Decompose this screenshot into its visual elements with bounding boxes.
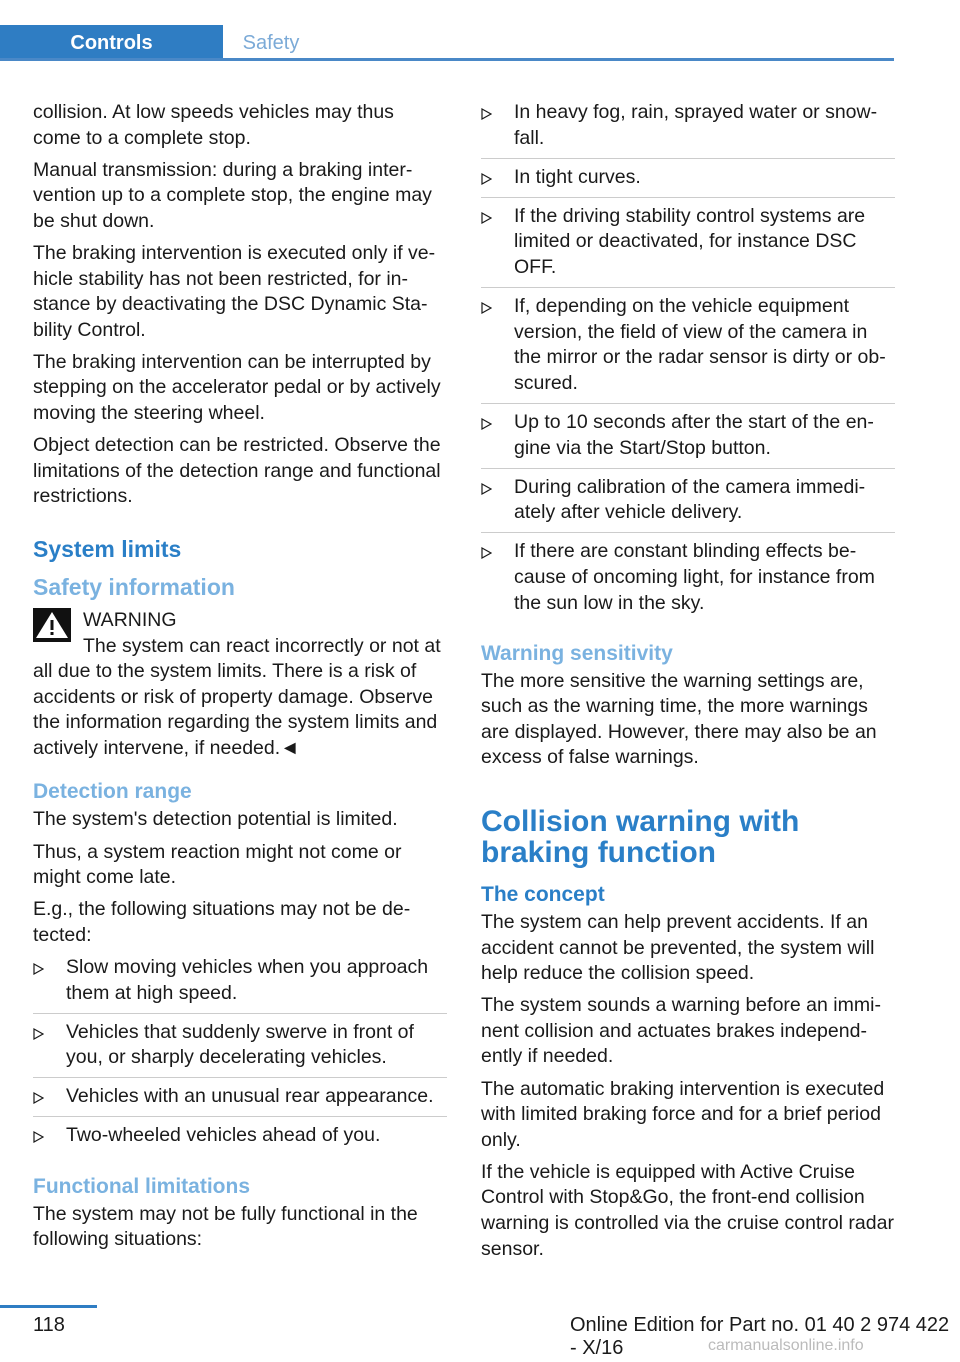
list-item [481,165,895,198]
paragraph: The automatic braking intervention is executed with limited braking force and for a brief period only. [481,1077,885,1151]
tab-safety[interactable]: Safety [223,25,319,61]
list-item [481,539,895,622]
list-item [481,410,895,469]
list-item-text: In heavy fog, rain, sprayed water or snowfall. [514,101,878,149]
heading-system-limits: System limits [33,535,182,562]
limitations-list [481,100,895,623]
list-item-text: In tight curves. [514,165,641,188]
heading-the-concept: The concept [481,882,605,906]
heading-detection-range: Detection range [33,780,192,804]
warning-triangle-icon [33,608,71,642]
heading-functional-limitations: Functional limitations [33,1174,251,1198]
chapter-tabs [0,25,894,61]
bullet-triangle-icon [33,1131,44,1143]
list-item-text: Up to 10 seconds after the start of the engine via the Start/Stop button. [514,410,874,459]
bullet-triangle-icon [33,1028,44,1040]
paragraph: The more sensitive the warning settings are, such as the warning time, the more warnings are displayed. However, there may also be an excess of false warnings. [481,669,877,769]
tab-underline [0,58,894,61]
paragraph: The braking intervention can be interrupted by stepping on the accelerator pedal or by actively moving the steering wheel. [33,350,441,425]
warning-title: WARNING [83,608,177,631]
bullet-triangle-icon [481,212,492,224]
tab-controls[interactable]: Controls [0,25,223,61]
situations-list [33,955,447,1156]
paragraph: The system can help prevent accidents. If an accident cannot be prevented, the system will help reduce the collision speed. [481,910,875,985]
edition-note: Online Edition for Part no. 01 40 2 974 422 - X/16 [570,1314,950,1359]
paragraph: Thus, a system reaction might not come or might come late. [33,840,402,889]
left-column [33,100,447,1259]
list-item-text: If, depending on the vehicle equipment version, the field of view of the camera in the mirror or the radar sensor is dirty or obscured. [514,295,886,394]
list-item [481,294,895,404]
list-item [481,204,895,288]
paragraph: The system may not be fully functional in the following situations: [33,1202,418,1251]
bullet-triangle-icon [481,173,492,185]
heading-warning-sensitivity: Warning sensitivity [481,641,673,665]
paragraph: The braking intervention is executed only if vehicle stability has not been restricted, for instance by deactivating the DSC Dynamic Stability Control. [33,241,436,341]
bullet-triangle-icon [481,547,492,559]
list-item-text: If there are constant blinding effects because of oncoming light, for instance from the sun low in the sky. [514,540,875,614]
list-item [33,1123,447,1155]
paragraph: Manual transmission: during a braking intervention up to a complete stop, the engine may be shut down. [33,158,432,232]
footer-rule [0,1305,97,1308]
page-number: 118 [33,1314,65,1336]
list-item [33,955,447,1014]
heading-safety-information: Safety information [33,573,235,600]
list-item [481,100,895,159]
bullet-triangle-icon [481,483,492,495]
paragraph: collision. At low speeds vehicles may thus come to a complete stop. [33,101,394,149]
paragraph: E.g., the following situations may not be detected: [33,898,411,946]
warning-text: The system can react incorrectly or not at all due to the system limits. There is a risk of accidents or risk of property damage. Observe the information regarding the system limits and actively intervene, if needed.◄ [33,634,441,759]
paragraph: The system's detection potential is limited. [33,808,398,831]
list-item [33,1084,447,1117]
bullet-triangle-icon [33,963,44,975]
list-item [33,1020,447,1079]
heading-collision-warning: Collision warning with braking function [481,804,800,869]
bullet-triangle-icon [481,302,492,314]
right-column [481,100,895,1269]
warning-box [33,608,447,762]
bullet-triangle-icon [33,1092,44,1104]
list-item-text: Slow moving vehicles when you approach them at high speed. [66,955,429,1004]
watermark: carmanualsonline.info [708,1337,864,1354]
paragraph: The system sounds a warning before an imminent collision and actuates brakes independently if needed. [481,994,881,1068]
list-item-text: Vehicles that suddenly swerve in front of you, or sharply decelerating vehicles. [66,1020,414,1069]
list-item-text: If the driving stability control systems are limited or deactivated, for instance DSC OFF. [514,204,866,278]
paragraph: Object detection can be restricted. Observe the limitations of the detection range and functional restrictions. [33,434,441,508]
list-item-text: Two-wheeled vehicles ahead of you. [66,1124,381,1147]
paragraph: If the vehicle is equipped with Active Cruise Control with Stop&Go, the front-end collision warning is controlled via the cruise control radar sensor. [481,1160,894,1260]
bullet-triangle-icon [481,418,492,430]
bullet-triangle-icon [481,108,492,120]
list-item-text: Vehicles with an unusual rear appearance. [66,1085,434,1108]
list-item-text: During calibration of the camera immediately after vehicle delivery. [514,475,866,524]
list-item [481,475,895,534]
